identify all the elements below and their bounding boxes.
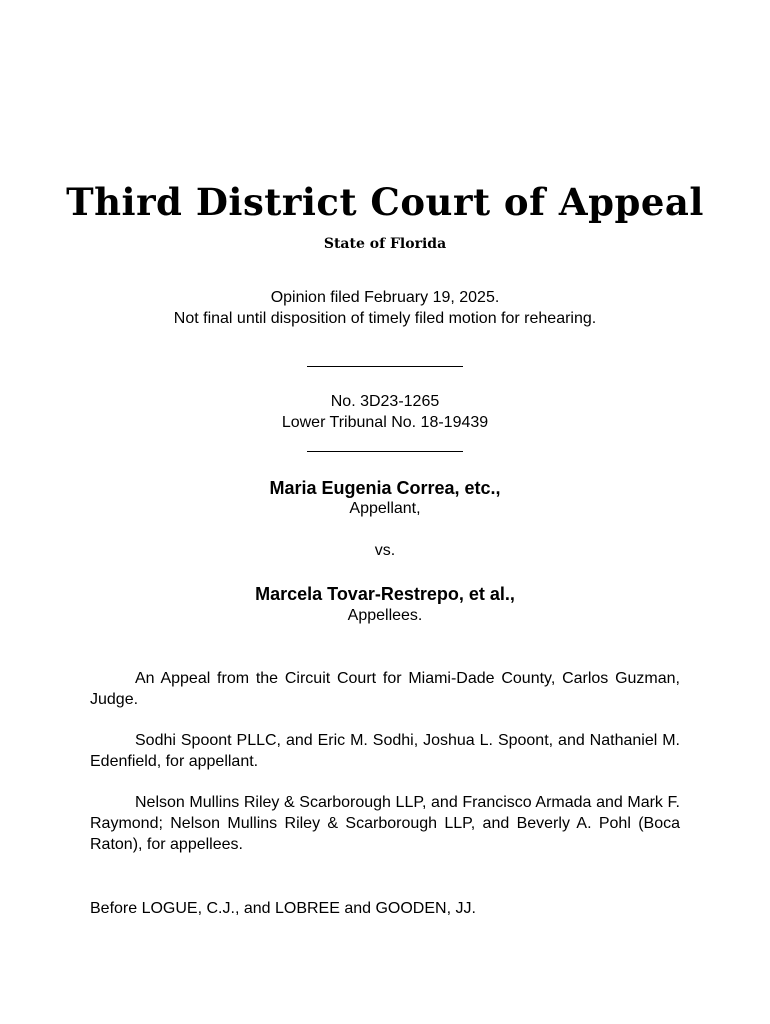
- appellee-counsel-paragraph: Nelson Mullins Riley & Scarborough LLP, and Francisco Armada and Mark F. Raymond; Nelson Mullins Riley & Scarborough LLP, and Beverly A. Pohl (Boca Raton), for appellees.: [90, 794, 680, 853]
- state-subheading: State of Florida: [323, 236, 447, 252]
- appellee-role: Appellees.: [347, 607, 423, 624]
- appellant-name: Maria Eugenia Correa, etc.,: [269, 478, 501, 498]
- appeal-origin-paragraph: An Appeal from the Circuit Court for Miami-Dade County, Carlos Guzman, Judge.: [90, 670, 680, 708]
- panel-paragraph: Before LOGUE, C.J., and LOBREE and GOODEN, JJ.: [90, 900, 476, 917]
- appellant-role: Appellant,: [349, 500, 421, 517]
- appellant-counsel-paragraph: Sodhi Spoont PLLC, and Eric M. Sodhi, Joshua L. Spoont, and Nathaniel M. Edenfield, for appellant.: [90, 732, 680, 770]
- separator-rule: [307, 451, 463, 452]
- versus-label: vs.: [374, 542, 396, 559]
- opinion-filed-date: Opinion filed February 19, 2025.: [270, 289, 500, 306]
- not-final-notice: Not final until disposition of timely filed motion for rehearing.: [173, 310, 597, 327]
- court-name-heading: Third District Court of Appeal: [66, 180, 704, 224]
- case-number: No. 3D23-1265: [330, 393, 440, 410]
- separator-rule: [307, 366, 463, 367]
- lower-tribunal-number: Lower Tribunal No. 18-19439: [281, 414, 489, 431]
- appellee-name: Marcela Tovar-Restrepo, et al.,: [255, 584, 515, 604]
